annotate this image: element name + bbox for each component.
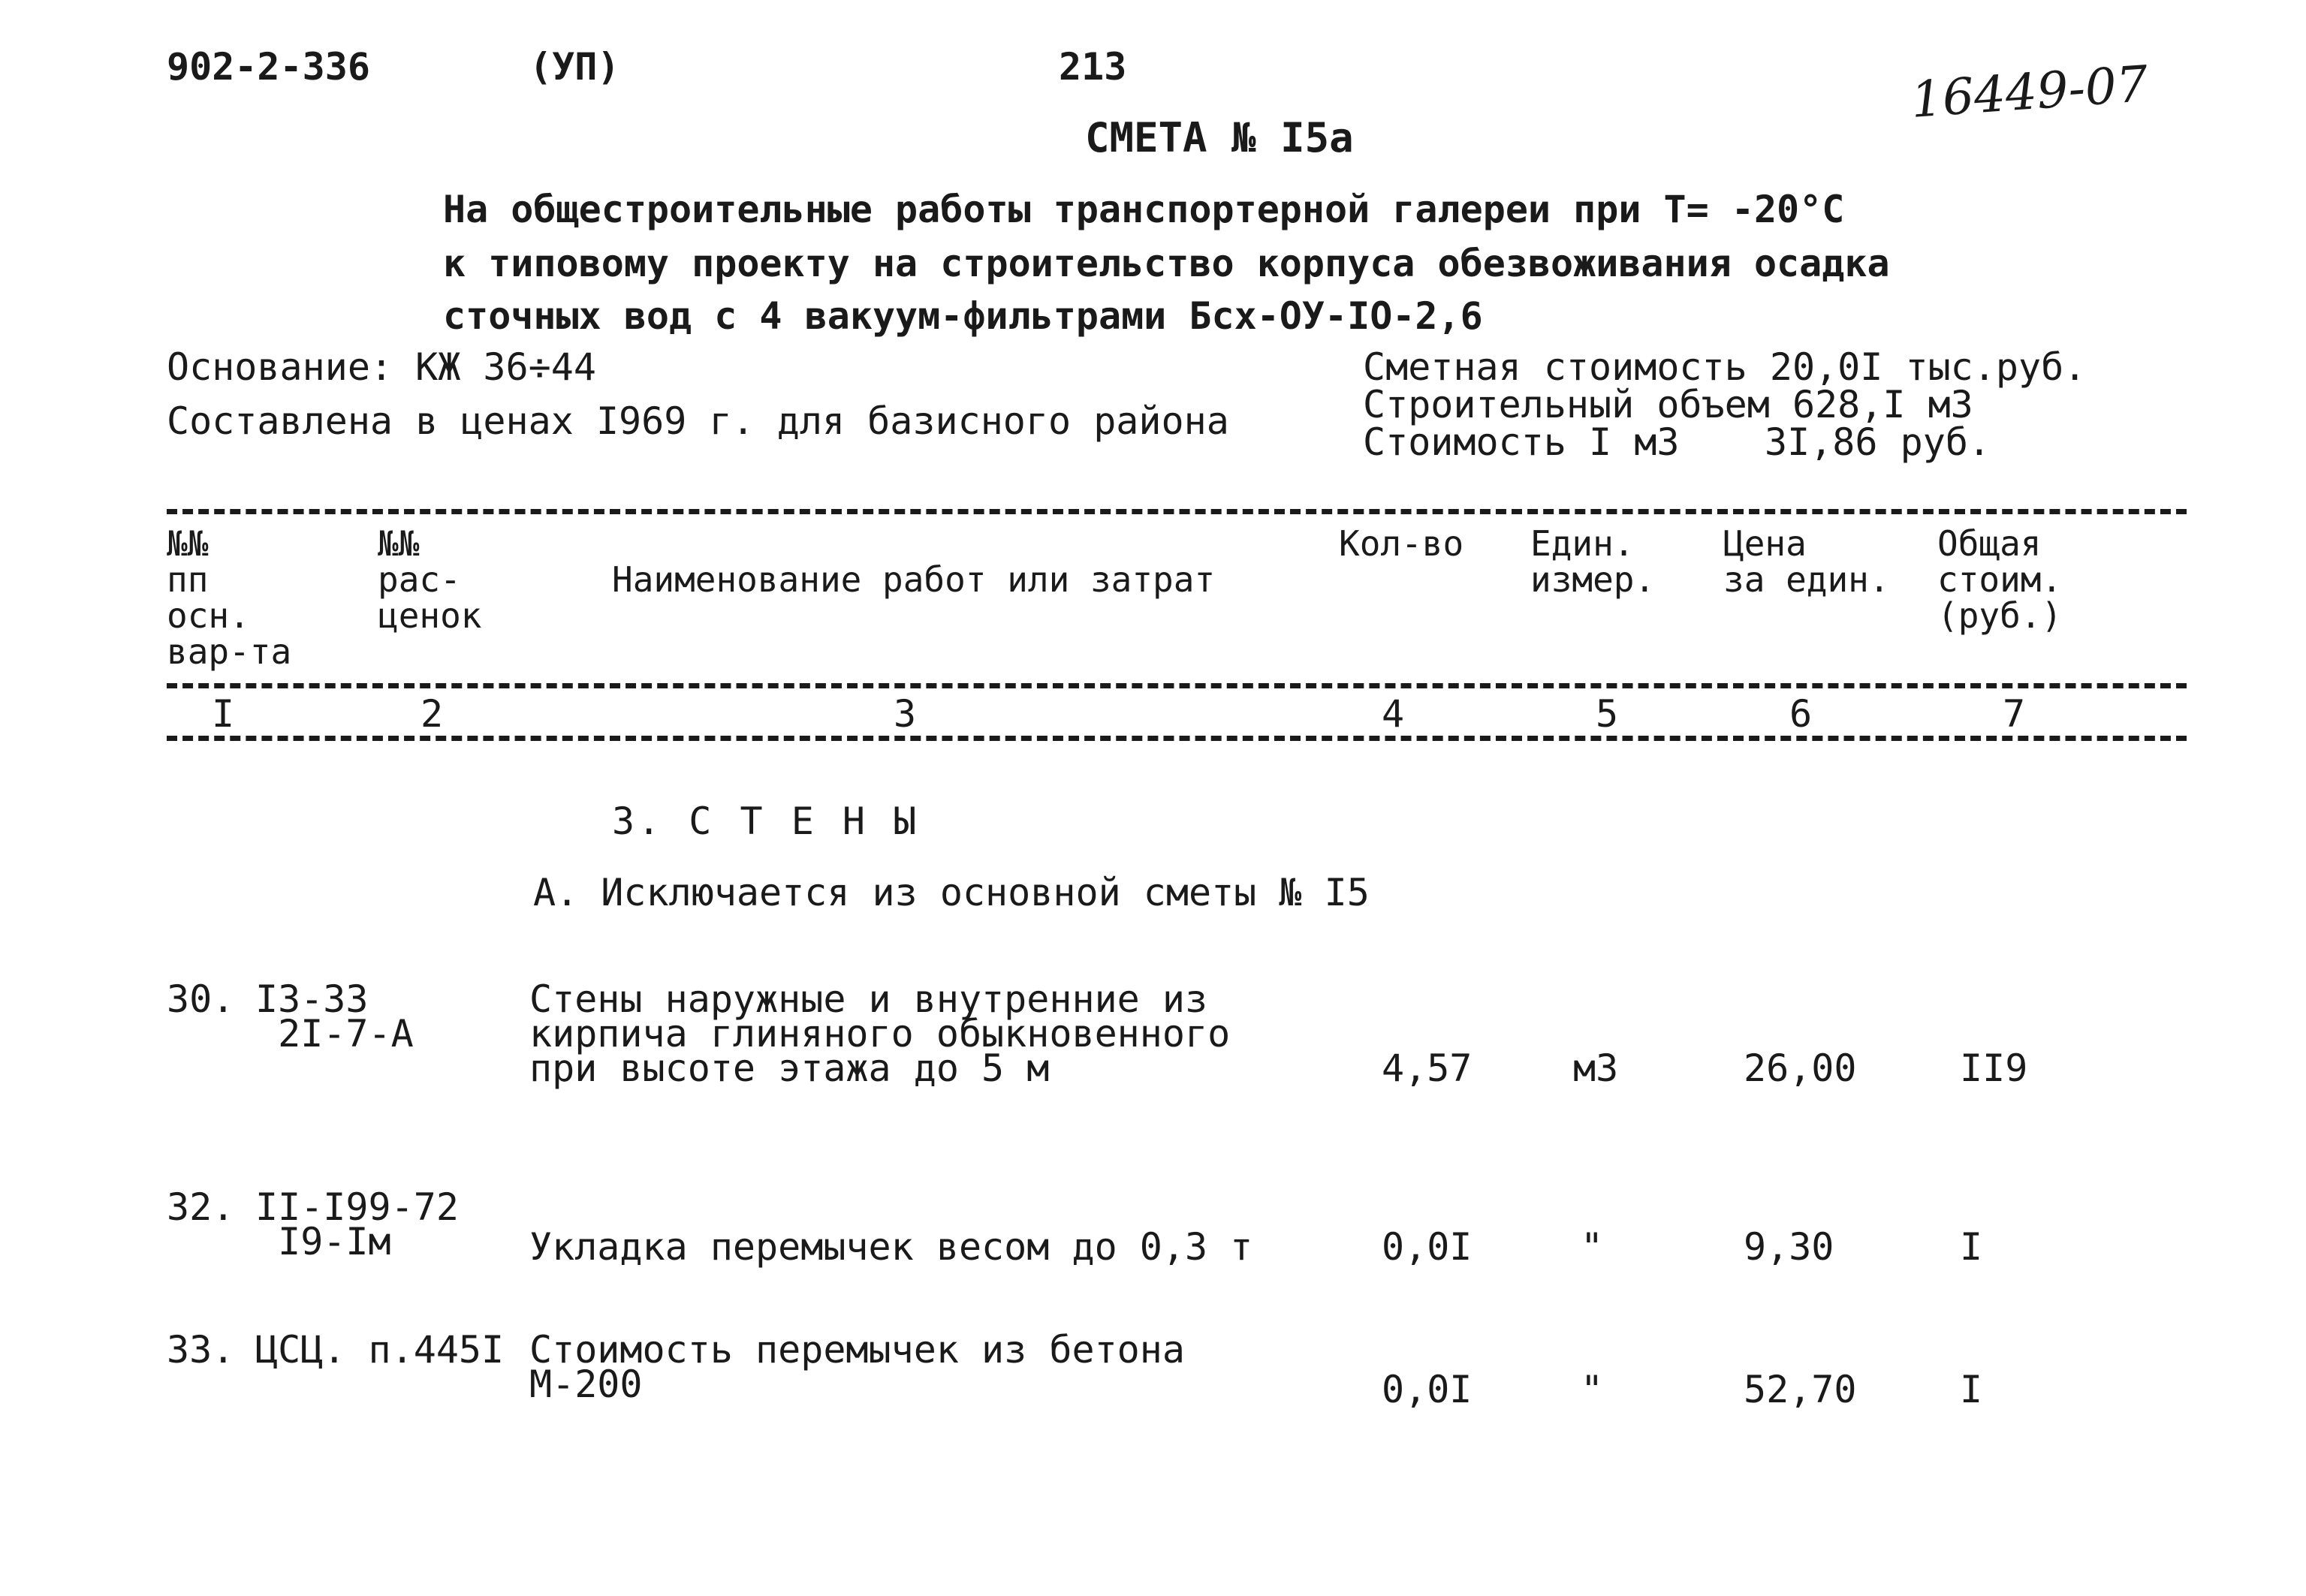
document-mark: (УП) xyxy=(529,45,620,89)
building-volume: Строительный объем 628,I м3 xyxy=(1363,383,1973,426)
header-col-4: Кол-во xyxy=(1339,523,1464,564)
row-quantity: 0,0I xyxy=(1382,1225,1473,1269)
column-number-3: 3 xyxy=(894,692,917,736)
row-number: 32. xyxy=(167,1185,235,1229)
row-name: Стоимость перемычек из бетона М-200 xyxy=(529,1328,1185,1406)
column-number-2: 2 xyxy=(421,692,444,736)
row-price: 52,70 xyxy=(1744,1368,1857,1411)
row-number: 33. xyxy=(167,1328,235,1372)
column-number-4: 4 xyxy=(1382,692,1405,736)
header-col-7: Общая стоим. (руб.) xyxy=(1937,523,2063,636)
cost-per-m3-label: Стоимость I м3 xyxy=(1363,420,1680,464)
estimated-cost: Сметная стоимость 20,0I тыс.руб. xyxy=(1363,345,2087,389)
title-line-2: к типовому проекту на строительство корпуса обезвоживания осадка xyxy=(443,242,1890,285)
estimate-heading: СМЕТА № I5a xyxy=(1085,114,1354,161)
header-col-6: Цена за един. xyxy=(1723,523,1890,600)
row-code: ЦСЦ. п.445I xyxy=(255,1328,505,1372)
row-code: II-I99-72 I9-Iм xyxy=(255,1185,459,1263)
row-price: 9,30 xyxy=(1744,1225,1834,1269)
row-quantity: 4,57 xyxy=(1382,1046,1473,1090)
archive-number: 16449-07 xyxy=(1909,55,2151,129)
column-number-6: 6 xyxy=(1789,692,1813,736)
table-top-rule xyxy=(167,509,2187,514)
document-number: 902-2-336 xyxy=(167,45,370,89)
header-col-5: Един. измер. xyxy=(1530,523,1656,600)
column-number-5: 5 xyxy=(1596,692,1619,736)
header-bottom-rule xyxy=(167,736,2187,741)
header-mid-rule xyxy=(167,683,2187,688)
row-total: I xyxy=(1960,1225,1983,1269)
row-price: 26,00 xyxy=(1744,1046,1857,1090)
basis-text: Основание: КЖ 36÷44 xyxy=(167,345,596,389)
row-name: Стены наружные и внутренние из кирпича глиняного обыкновенного при высоте этажа до 5 м xyxy=(529,977,1231,1090)
row-unit: " xyxy=(1581,1368,1604,1411)
cost-per-m3-value: 3I,86 руб. xyxy=(1765,420,1991,464)
prices-text: Составлена в ценах I969 г. для базисного района xyxy=(167,399,1229,443)
row-number: 30. xyxy=(167,977,235,1021)
row-quantity: 0,0I xyxy=(1382,1368,1473,1411)
row-total: II9 xyxy=(1960,1046,2028,1090)
column-number-1: I xyxy=(212,692,235,736)
section-title: 3. С Т Е Н Ы xyxy=(612,800,920,843)
column-number-7: 7 xyxy=(2003,692,2026,736)
section-subtitle: А. Исключается из основной сметы № I5 xyxy=(533,871,1370,914)
header-col-2: №№ рас- ценок xyxy=(378,523,482,636)
row-unit: м3 xyxy=(1573,1046,1619,1090)
page-number: 213 xyxy=(1059,45,1127,89)
row-unit: " xyxy=(1581,1225,1604,1269)
title-line-3: сточных вод с 4 вакуум-фильтрами Бсх-ОУ-IO-2,6 xyxy=(443,294,1483,338)
title-line-1: На общестроительные работы транспортерной галереи при Т= -20°С xyxy=(443,188,1845,231)
row-code: I3-33 2I-7-А xyxy=(255,977,414,1055)
row-total: I xyxy=(1960,1368,1983,1411)
header-col-3: Наименование работ или затрат xyxy=(612,559,1216,600)
row-name: Укладка перемычек весом до 0,3 т xyxy=(529,1225,1253,1269)
header-col-1: №№ пп осн. вар-та xyxy=(167,523,292,672)
